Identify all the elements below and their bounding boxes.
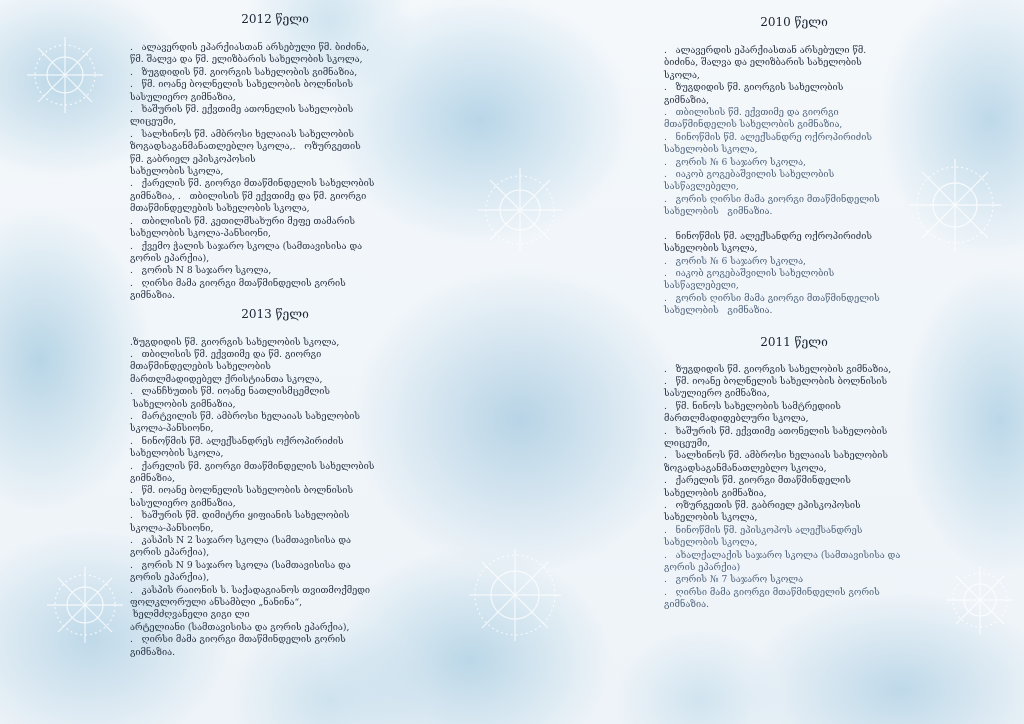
- snowflake-decoration: [40, 560, 130, 650]
- snowflake-decoration: [470, 160, 570, 260]
- list-item: სახელობის სკოლა,: [664, 144, 758, 156]
- list-item: გიმნაზია.: [130, 290, 175, 302]
- list-item: გიმნაზია, . თბილისის წმ ექვთიმე და წმ. გიორგი: [130, 190, 367, 202]
- list-item: . სალხინოს წმ. ამბროსი ხელაიას სახელობის: [664, 450, 889, 462]
- list-item: . წმ. იოანე ბოლნელის სახელობის ბოლნისის: [130, 485, 354, 497]
- list-item: . ღირსი მამა გიორგი მთაწმინდელის გორის: [664, 586, 880, 598]
- list-item: . გორის N 9 საჯარო სკოლა (სამთავისისა და: [130, 559, 351, 571]
- list-item: მართლმადიდებელ ქრისტიანთა სკოლა,: [130, 373, 323, 385]
- list-item: სასწავლებელი,: [664, 181, 739, 193]
- list-item: . ალავერდის ეპარქიასთან არსებული წმ. ბიძინა,: [130, 42, 370, 53]
- list-item: გორის ეპარქია): [664, 562, 741, 574]
- list-item: სახელობის გიმნაზია.: [664, 305, 773, 317]
- list-item: ხელმძღვანელი გიგი ლი: [130, 609, 250, 621]
- year-heading-2013: 2013 წელი: [241, 306, 309, 321]
- list-item: . ქარელის წმ. გიორგი მთაწმინდელის სახელობის: [130, 178, 375, 190]
- list-item: გიმნაზია,: [130, 473, 175, 484]
- list-item: . ალავერდის ეპარქიასთან არსებული წმ.: [664, 45, 867, 56]
- list-item: . თბილისის წმ. ექვთიმე და გიორგი: [664, 107, 839, 119]
- list-item: . ლანჩხუთის წმ. იოანე ნათლისმცემლის: [130, 386, 330, 398]
- list-item: მთაწმინდელების სახელობის: [130, 361, 271, 373]
- list-item: სკოლა-პანსიონი,: [130, 522, 214, 534]
- right-page: [664, 15, 924, 612]
- list-item: . კასპის N 2 საჯარო სკოლა (სამთავისისა და: [130, 535, 351, 547]
- list-item: სახელობის სკოლა-პანსიონი,: [130, 228, 271, 240]
- list-item: . ზუგდიდის წმ. გიორგის სახელობის გიმნაზია,: [664, 363, 892, 375]
- list-item: გორის ეპარქია),: [130, 252, 210, 264]
- list-spacer: [664, 219, 924, 231]
- list-item: . გორის N 8 საჯარო სკოლა,: [130, 265, 272, 277]
- list-item: . გორის № 7 საჯარო სკოლა: [664, 574, 804, 586]
- snowflake-decoration: [940, 560, 1020, 640]
- list-item: . ხაშურის წმ. ექვთიმე ათონელის სახელობის: [664, 425, 888, 437]
- list-item: . ღირსი მამა გიორგი მთაწმინდელის გორის: [130, 277, 346, 289]
- list-item: . თბილისის წმ. ექვთიმე და წმ. გიორგი: [130, 348, 322, 360]
- school-list-2012: [130, 42, 420, 303]
- list-item: სასულიერო გიმნაზია,: [130, 497, 236, 509]
- list-item: მთაწმინდელის სახელობის გიმნაზია,: [664, 119, 843, 131]
- list-item: . წმ. ნინოს სახელობის სამტრედიის: [664, 400, 841, 412]
- list-item: მართლმადიდებლური სკოლა,: [664, 413, 809, 425]
- list-item: მთაწმინდელების სახელობის სკოლა,: [130, 203, 310, 215]
- list-item: სახელობის გიმნაზია,: [664, 487, 767, 499]
- list-item: . გორის ღირსი მამა გიორგი მთაწმინდელის: [664, 193, 880, 205]
- school-list-2010: [664, 45, 924, 219]
- list-item: გორის ეპარქია),: [130, 547, 210, 559]
- year-heading-2010: 2010 წელი: [760, 15, 828, 29]
- list-item: . ქარელის წმ. გიორგი მთაწმინდელის: [664, 475, 851, 487]
- list-item: წმ. შალვა და წმ. ელიზბარის სახელობის სკოლა,: [130, 54, 363, 66]
- year-heading-2011: 2011 წელი: [760, 334, 828, 349]
- list-item: . გორის ღირსი მამა გიორგი მთაწმინდელის: [664, 292, 880, 304]
- list-item: . იაკობ გოგებაშვილის სახელობის: [664, 267, 835, 279]
- list-item: . ზუგდიდის წმ. გიორგის სახელობის: [664, 82, 844, 94]
- list-item: .ზუგდიდის წმ. გიორგის სახელობის სკოლა,: [130, 336, 340, 348]
- list-item: გორის ეპარქია),: [130, 572, 210, 584]
- list-item: . ნინოწმის წმ. ალექსანდრე ოქროპირიძის: [664, 230, 872, 242]
- list-item: წმ. გაბრიელ ეპისკოპოსის: [130, 153, 256, 165]
- list-item: ზოგადსაგანმანათლებლო სკოლა,: [664, 462, 827, 474]
- list-item: . ოზურგეთის წმ. გაბრიელ ეპისკოპოსის: [664, 500, 861, 511]
- school-list-2013: [130, 337, 420, 660]
- list-item: სახელობის სკოლა,: [664, 537, 758, 549]
- school-list-2011: [664, 364, 924, 612]
- school-list-2010-repeat: [664, 231, 924, 318]
- snowflake-decoration: [20, 30, 110, 120]
- list-item: . ხაშურის წმ. დიმიტრი ყიფიანის სახელობის: [130, 510, 350, 522]
- list-item: არტელიანი (სამთავისისა და გორის ეპარქია),: [130, 621, 350, 633]
- list-item: სახელობის სკოლა,: [130, 166, 224, 178]
- list-item: სახელობის გიმნაზია.: [664, 206, 773, 218]
- left-page: [130, 12, 420, 659]
- list-item: სასულიერო გიმნაზია,: [130, 91, 236, 103]
- list-item: . ზუგდიდის წმ. გიორგის სახელობის გიმნაზია,: [130, 66, 358, 78]
- list-item: . მარტვილის წმ. ამბროსი ხელაიას სახელობის: [130, 410, 360, 422]
- list-item: ფოლკლორული ანსამბლი „ნანინა“,: [130, 597, 303, 609]
- list-item: ბიძინა, შალვა და ელიზბარის სახელობის: [664, 57, 862, 69]
- list-item: სასწავლებელი,: [664, 280, 739, 292]
- list-item: ლიცეუმი,: [664, 437, 711, 449]
- list-item: . ნინოწმის წმ. ეპისკოპოს ალექსანდრეს: [664, 524, 863, 536]
- list-item: . თბილისის წმ. კეთილმსახური მეფე თამარის: [130, 215, 355, 227]
- list-item: გიმნაზია.: [664, 599, 709, 611]
- list-item: . ქარელის წმ. გიორგი მთაწმინდელის სახელობის: [130, 460, 375, 472]
- list-item: სახელობის სკოლა,: [664, 243, 758, 255]
- list-item: სახელობის სკოლა,: [130, 448, 224, 460]
- list-item: გიმნაზია.: [130, 646, 175, 658]
- list-item: სასულიერო გიმნაზია,: [664, 388, 770, 400]
- list-item: . გორის № 6 საჯარო სკოლა,: [664, 255, 806, 267]
- list-item: . იაკობ გოგებაშვილის სახელობის: [664, 169, 835, 181]
- list-item: . ხაშურის წმ. ექვთიმე ათონელის სახელობის: [130, 104, 354, 116]
- list-item: . წმ. იოანე ბოლნელის სახელობის ბოლნისის: [664, 375, 888, 387]
- list-item: . ნინოწმის წმ. ალექსანდრეს ოქროპირიძის: [130, 435, 344, 447]
- list-item: . წმ. იოანე ბოლნელის სახელობის ბოლნისის: [130, 79, 354, 91]
- list-item: ზოგადსაგანმანათლებლო სკოლა,. ოზურგეთის: [130, 141, 361, 153]
- list-item: . ქვემო ჭალის საჯარო სკოლა (სამთავისისა და: [130, 240, 363, 252]
- list-item: . გორის № 6 საჯარო სკოლა,: [664, 156, 806, 168]
- list-item: სკოლა,: [664, 69, 700, 81]
- list-item: ლიცეუმი,: [130, 116, 177, 128]
- list-item: . ნინოწმის წმ. ალექსანდრე ოქროპირიძის: [664, 131, 872, 143]
- list-item: . კასპის რაიონის ს. საქადაგიანოს თვითმოქმედი: [130, 584, 371, 596]
- list-item: . ღირსი მამა გიორგი მთაწმინდელის გორის: [130, 634, 346, 646]
- list-item: გიმნაზია,: [664, 94, 709, 106]
- list-item: სახელობის სკოლა,: [664, 512, 758, 524]
- snowflake-decoration: [460, 540, 570, 650]
- list-item: . ახალქალაქის საჯარო სკოლა (სამთავისისა და: [664, 549, 901, 561]
- list-item: სახელობის გიმნაზია,: [130, 398, 236, 410]
- list-item: . სალხინოს წმ. ამბროსი ხელაიას სახელობის: [130, 128, 355, 140]
- year-heading-2012: 2012 წელი: [241, 12, 309, 26]
- list-item: სკოლა-პანსიონი,: [130, 423, 214, 435]
